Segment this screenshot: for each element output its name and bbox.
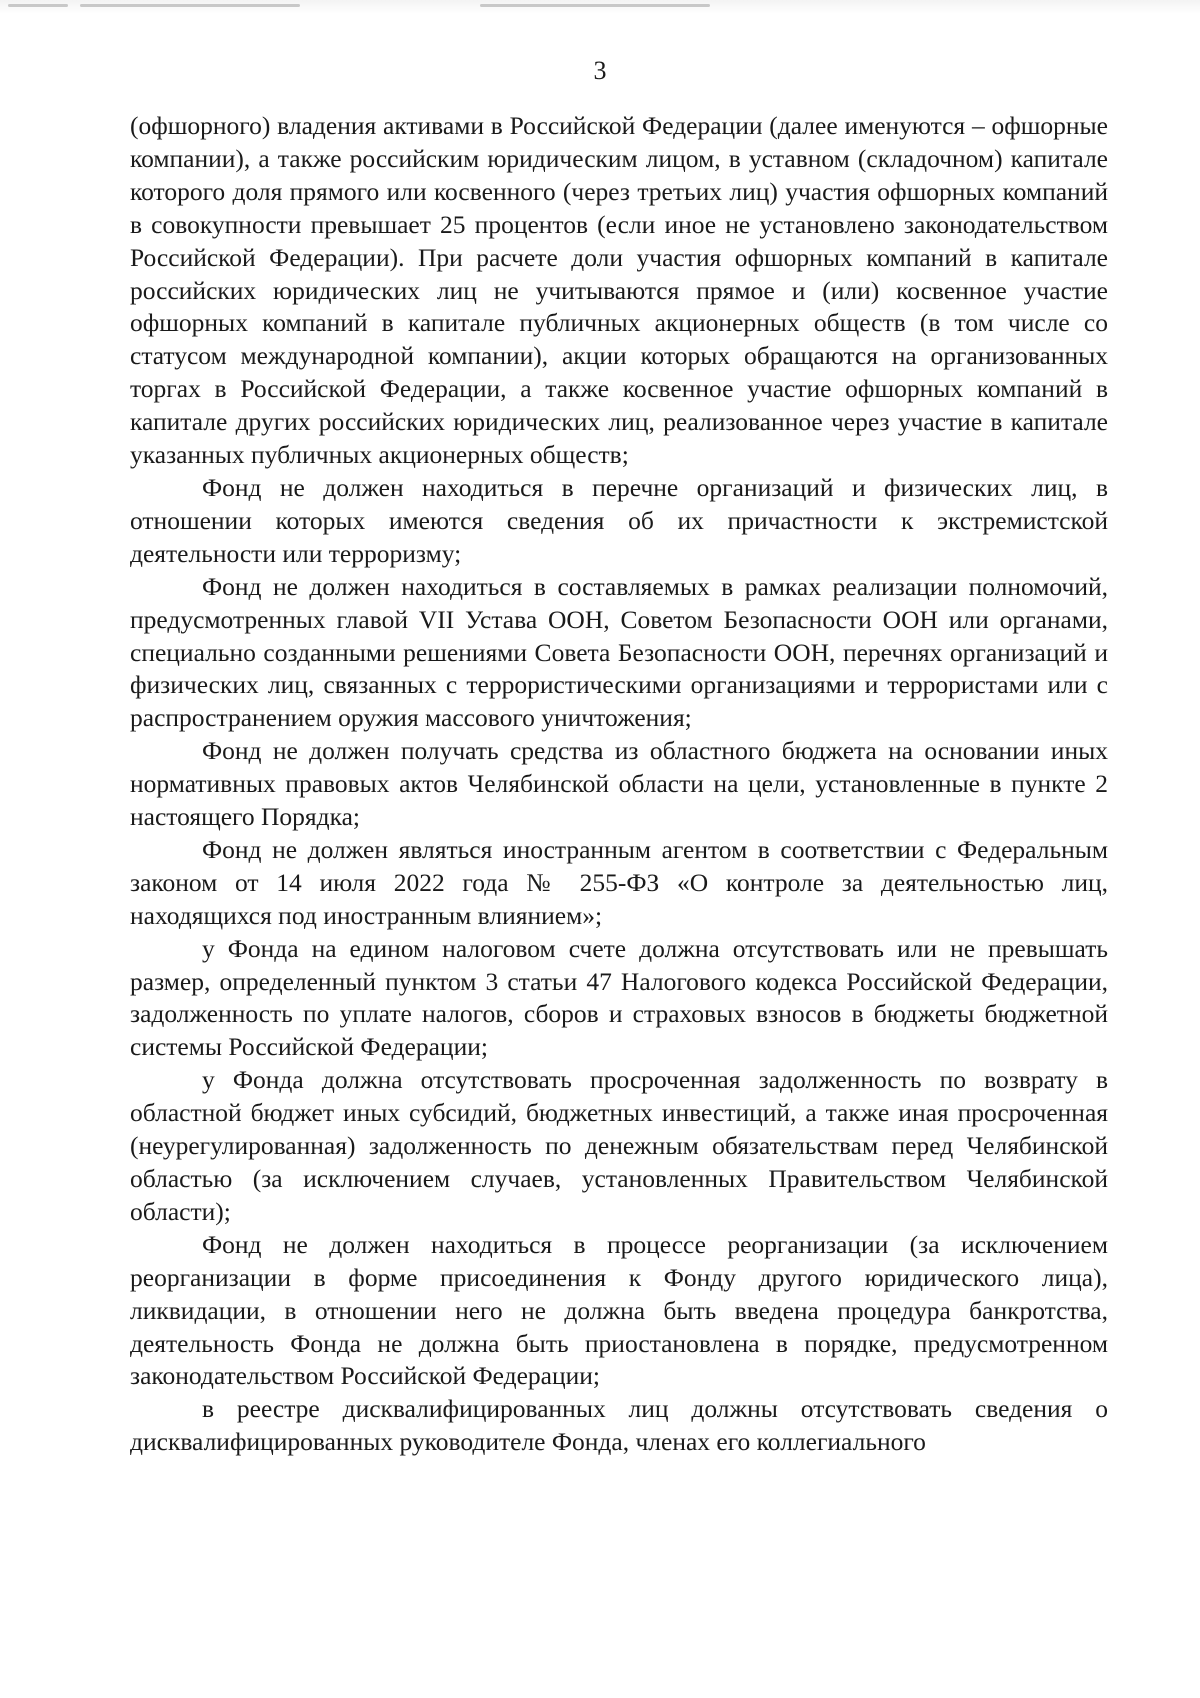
paragraph: Фонд не должен находиться в составляемых в рамках реализации полномочий, предусмотренных главой VII Устава ООН, Советом Безопасности ООН или органами, специально созданными решениями Совета Безопасности ООН, перечнях организаций и физических лиц, связанных с террористическими организациями и террористами или с распространением оружия массового уничтожения;	[130, 571, 1108, 733]
paragraph: Фонд не должен находиться в перечне организаций и физических лиц, в отношении которых имеются сведения об их причастности к экстремистской деятельности или терроризму;	[130, 472, 1108, 568]
paragraph: Фонд не должен находиться в процессе реорганизации (за исключением реорганизации в форме присоединения к Фонду другого юридического лица), ликвидации, в отношении него не должна быть введена процедура банкротства, деятельность Фонда не должна быть приостановлена в порядке, предусмотренном законодательством Российской Федерации;	[130, 1229, 1108, 1391]
scan-artifact	[480, 4, 710, 7]
paragraph: Фонд не должен получать средства из областного бюджета на основании иных нормативных правовых актов Челябинской области на цели, установленные в пункте 2 настоящего Порядка;	[130, 736, 1108, 832]
paragraph: у Фонда на едином налоговом счете должна отсутствовать или не превышать размер, определенный пунктом 3 статьи 47 Налогового кодекса Российской Федерации, задолженность по уплате налогов, сборов и страховых взносов в бюджеты бюджетной системы Российской Федерации;	[130, 933, 1108, 1062]
document-body	[130, 110, 1108, 1459]
scan-artifact	[8, 4, 68, 7]
paragraph: у Фонда должна отсутствовать просроченная задолженность по возврату в областной бюджет иных субсидий, бюджетных инвестиций, а также иная просроченная (неурегулированная) задолженность по денежным обязательствам перед Челябинской областью (за исключением случаев, установленных Правительством Челябинской области);	[130, 1065, 1108, 1226]
paragraph-continuation: (офшорного) владения активами в Российской Федерации (далее именуются – офшорные компании), а также российским юридическим лицом, в уставном (складочном) капитале которого доля прямого или косвенного (через третьих лиц) участия офшорных компаний в совокупности превышает 25 процентов (если иное не установлено законодательством Российской Федерации). При расчете доли участия офшорных компаний в капитале российских юридических лиц не учитываются прямое и (или) косвенное участие офшорных компаний в капитале публичных акционерных обществ (в том числе со статусом международной компании), акции которых обращаются на организованных торгах в Российской Федерации, а также косвенное участие офшорных компаний в капитале других российских юридических лиц, реализованное через участие в капитале указанных публичных акционерных обществ;	[130, 111, 1108, 470]
page-number: 3	[593, 56, 607, 85]
scan-artifact	[80, 4, 300, 7]
paragraph: в реестре дисквалифицированных лиц должны отсутствовать сведения о дисквалифицированных руководителе Фонда, членах его коллегиального	[130, 1394, 1108, 1457]
paragraph: Фонд не должен являться иностранным агентом в соответствии с Федеральным законом от 14 июля 2022 года № 255-ФЗ «О контроле за деятельностью лиц, находящихся под иностранным влиянием»;	[130, 834, 1108, 930]
scan-top-edge	[0, 0, 1200, 14]
